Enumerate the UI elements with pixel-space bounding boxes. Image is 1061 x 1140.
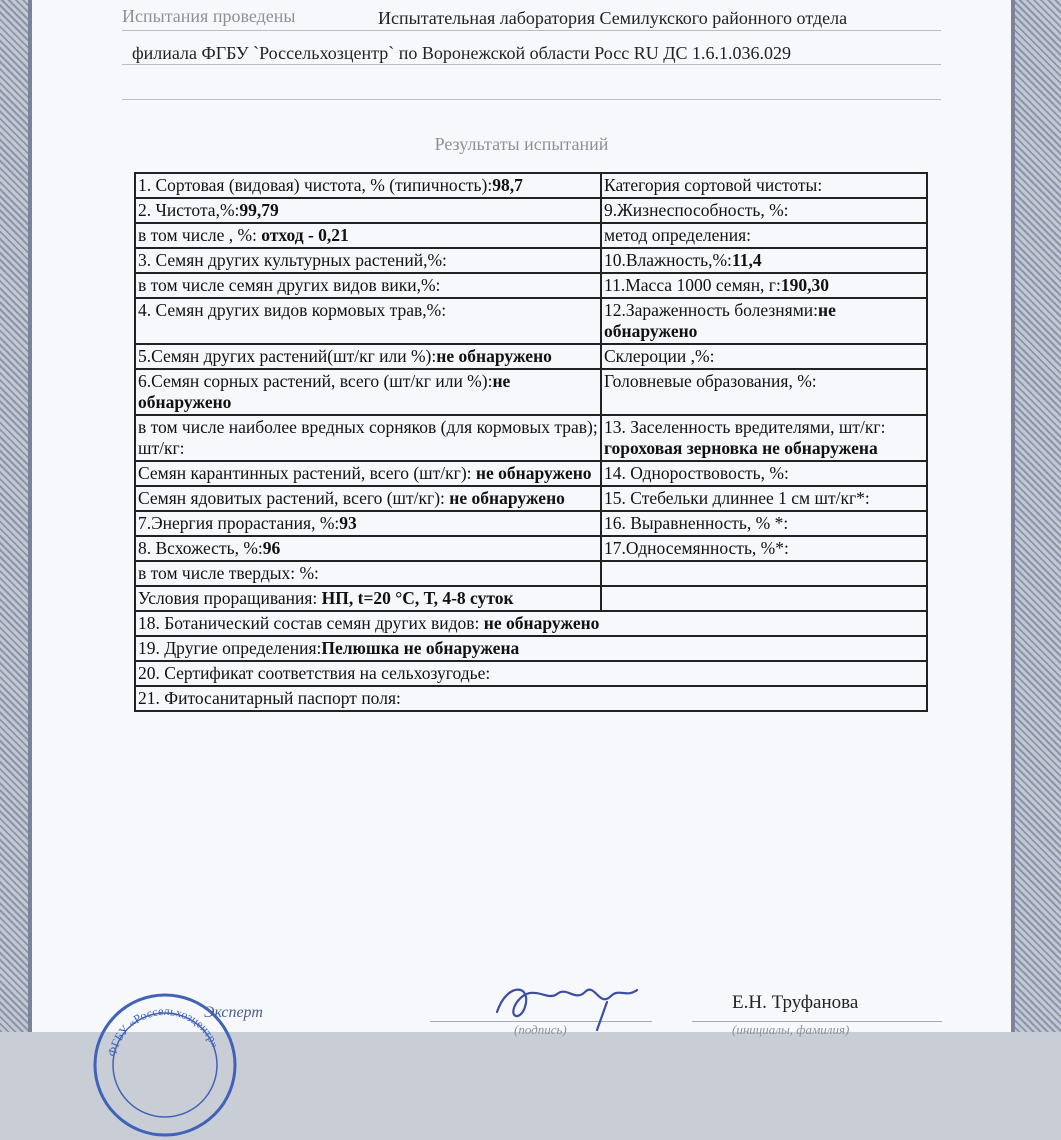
table-cell-left	[135, 344, 601, 369]
table-cell-left	[135, 198, 601, 223]
table-cell-right	[601, 536, 927, 561]
row-1-left-value: 99,79	[239, 200, 279, 220]
table-row	[135, 461, 927, 486]
table-cell-left	[135, 511, 601, 536]
signature-caption: (подпись)	[514, 1022, 567, 1037]
table-cell-right	[601, 561, 927, 586]
row-6-left-label: 5.Семян других растений(шт/кг или %):	[138, 346, 437, 366]
table-cell-right	[601, 248, 927, 273]
full-row-0-label: 18. Ботанический состав семян других видов:	[138, 613, 484, 633]
row-10-left-value: не обнаружено	[449, 488, 565, 508]
table-cell-left	[135, 223, 601, 248]
header-rule-3	[122, 99, 941, 100]
row-11-left-value: 93	[339, 513, 357, 533]
tests-conducted-label: Испытания проведены	[122, 6, 296, 26]
table-cell-right	[601, 415, 927, 461]
row-9-left-value: не обнаружено	[475, 463, 592, 483]
row-12-left-value: 96	[262, 538, 281, 558]
table-cell-full	[135, 636, 927, 661]
table-cell-right	[601, 173, 927, 198]
row-7-left-label: 6.Семян сорных растений, всего (шт/кг или %):	[138, 371, 493, 391]
full-row-1-value: Пелюшка не обнаружена	[321, 638, 520, 658]
row-3-left-label: 3. Семян других культурных растений,%:	[138, 250, 447, 270]
table-row	[135, 511, 927, 536]
table-cell-right	[601, 344, 927, 369]
row-1-left-label: 2. Чистота,%:	[138, 200, 240, 220]
table-cell-left	[135, 298, 601, 344]
row-4-right-value: 190,30	[780, 275, 829, 295]
row-7-right-label: Головневые образования, %:	[604, 371, 817, 391]
expert-name: Е.Н. Труфанова	[732, 992, 859, 1013]
name-caption: (инициалы, фамилия)	[732, 1022, 850, 1037]
results-title: Результаты испытаний	[434, 134, 609, 154]
full-row-2-label: 20. Сертификат соответствия на сельхозугодье:	[138, 663, 491, 683]
header-rule-2	[122, 64, 941, 65]
table-cell-left	[135, 486, 601, 511]
row-3-right-value: 11,4	[731, 250, 762, 270]
laboratory-name-line1: Испытательная лаборатория Семилукского районного отдела	[378, 8, 848, 28]
full-row-3-label: 21. Фитосанитарный паспорт поля:	[138, 688, 401, 708]
table-row	[135, 686, 927, 711]
table-row	[135, 486, 927, 511]
table-row	[135, 223, 927, 248]
full-row-0-value: не обнаружено	[483, 613, 600, 633]
row-14-left-label: Условия проращивания:	[138, 588, 322, 608]
table-cell-full	[135, 611, 927, 636]
row-7-left-value: не обнаружено	[138, 371, 511, 412]
table-cell-left	[135, 248, 601, 273]
svg-text:ФГБУ «Россельхозцентр»: ФГБУ «Россельхозцентр»	[104, 1003, 223, 1058]
table-row	[135, 636, 927, 661]
row-10-left-label: Семян ядовитых растений, всего (шт/кг):	[138, 488, 450, 508]
row-3-right-label: 10.Влажность,%:	[604, 250, 732, 270]
row-0-left-label: 1. Сортовая (видовая) чистота, % (типичность):	[138, 175, 493, 195]
row-2-right-label: метод определения:	[604, 225, 751, 245]
table-cell-full	[135, 661, 927, 686]
table-row	[135, 586, 927, 611]
table-cell-left	[135, 461, 601, 486]
table-cell-left	[135, 586, 601, 611]
table-cell-right	[601, 369, 927, 415]
table-row	[135, 369, 927, 415]
table-cell-full	[135, 686, 927, 711]
table-row	[135, 415, 927, 461]
table-row	[135, 611, 927, 636]
table-cell-left	[135, 173, 601, 198]
row-11-left-label: 7.Энергия прорастания, %:	[138, 513, 340, 533]
header-rule-1	[122, 30, 941, 31]
row-12-right-label: 17.Односемянность, %*:	[604, 538, 789, 558]
expert-role-label: Эксперт	[204, 1004, 263, 1021]
row-2-left-label: в том числе , %:	[138, 225, 262, 245]
laboratory-name-line2: филиала ФГБУ `Россельхозцентр` по Воронежской области Росс RU ДС 1.6.1.036.029	[132, 43, 792, 63]
row-6-left-value: не обнаружено	[436, 346, 552, 366]
table-cell-left	[135, 273, 601, 298]
table-row	[135, 344, 927, 369]
table-cell-left	[135, 369, 601, 415]
table-cell-right	[601, 486, 927, 511]
row-9-right-label: 14. Однороствовость, %:	[604, 463, 789, 483]
right-decorative-border	[1011, 0, 1061, 1032]
row-12-left-label: 8. Всхожесть, %:	[138, 538, 263, 558]
results-table	[134, 172, 928, 712]
table-row	[135, 248, 927, 273]
table-cell-left	[135, 415, 601, 461]
table-row	[135, 561, 927, 586]
row-0-left-value: 98,7	[492, 175, 523, 195]
row-1-right-label: 9.Жизнеспособность, %:	[604, 200, 789, 220]
left-decorative-border	[0, 0, 32, 1032]
table-row	[135, 173, 927, 198]
row-11-right-label: 16. Выравненность, % *:	[604, 513, 789, 533]
handwritten-signature	[487, 972, 657, 1032]
row-8-right-label: 13. Заселенность вредителями, шт/кг:	[604, 417, 886, 437]
table-row	[135, 273, 927, 298]
row-4-left-label: в том числе семян других видов вики,%:	[138, 275, 441, 295]
table-cell-right	[601, 461, 927, 486]
row-4-right-label: 11.Масса 1000 семян, г:	[604, 275, 781, 295]
table-row	[135, 198, 927, 223]
table-cell-right	[601, 223, 927, 248]
row-10-right-label: 15. Стебельки длиннее 1 см шт/кг*:	[604, 488, 870, 508]
table-cell-left	[135, 561, 601, 586]
table-cell-left	[135, 536, 601, 561]
row-2-left-value: отход - 0,21	[261, 225, 349, 245]
table-cell-right	[601, 198, 927, 223]
table-cell-right	[601, 511, 927, 536]
row-5-right-label: 12.Зараженность болезнями:	[604, 300, 819, 320]
row-5-right-value: не обнаружено	[604, 300, 836, 341]
full-row-1-label: 19. Другие определения:	[138, 638, 322, 658]
row-9-left-label: Семян карантинных растений, всего (шт/кг):	[138, 463, 476, 483]
row-6-right-label: Склероции ,%:	[604, 346, 715, 366]
row-13-left-label: в том числе твердых: %:	[138, 563, 319, 583]
table-row	[135, 536, 927, 561]
table-cell-right	[601, 586, 927, 611]
table-cell-right	[601, 273, 927, 298]
row-14-left-value: НП, t=20 °С, Т, 4-8 суток	[321, 588, 514, 608]
table-row	[135, 298, 927, 344]
table-cell-right	[601, 298, 927, 344]
table-row	[135, 661, 927, 686]
certificate-sheet	[32, 0, 1011, 1058]
row-0-right-label: Категория сортовой чистоты:	[604, 175, 823, 195]
row-5-left-label: 4. Семян других видов кормовых трав,%:	[138, 300, 447, 320]
row-8-left-label: в том числе наиболее вредных сорняков (для кормовых трав); шт/кг:	[138, 417, 598, 458]
row-8-right-value: гороховая зерновка не обнаружена	[604, 438, 878, 458]
